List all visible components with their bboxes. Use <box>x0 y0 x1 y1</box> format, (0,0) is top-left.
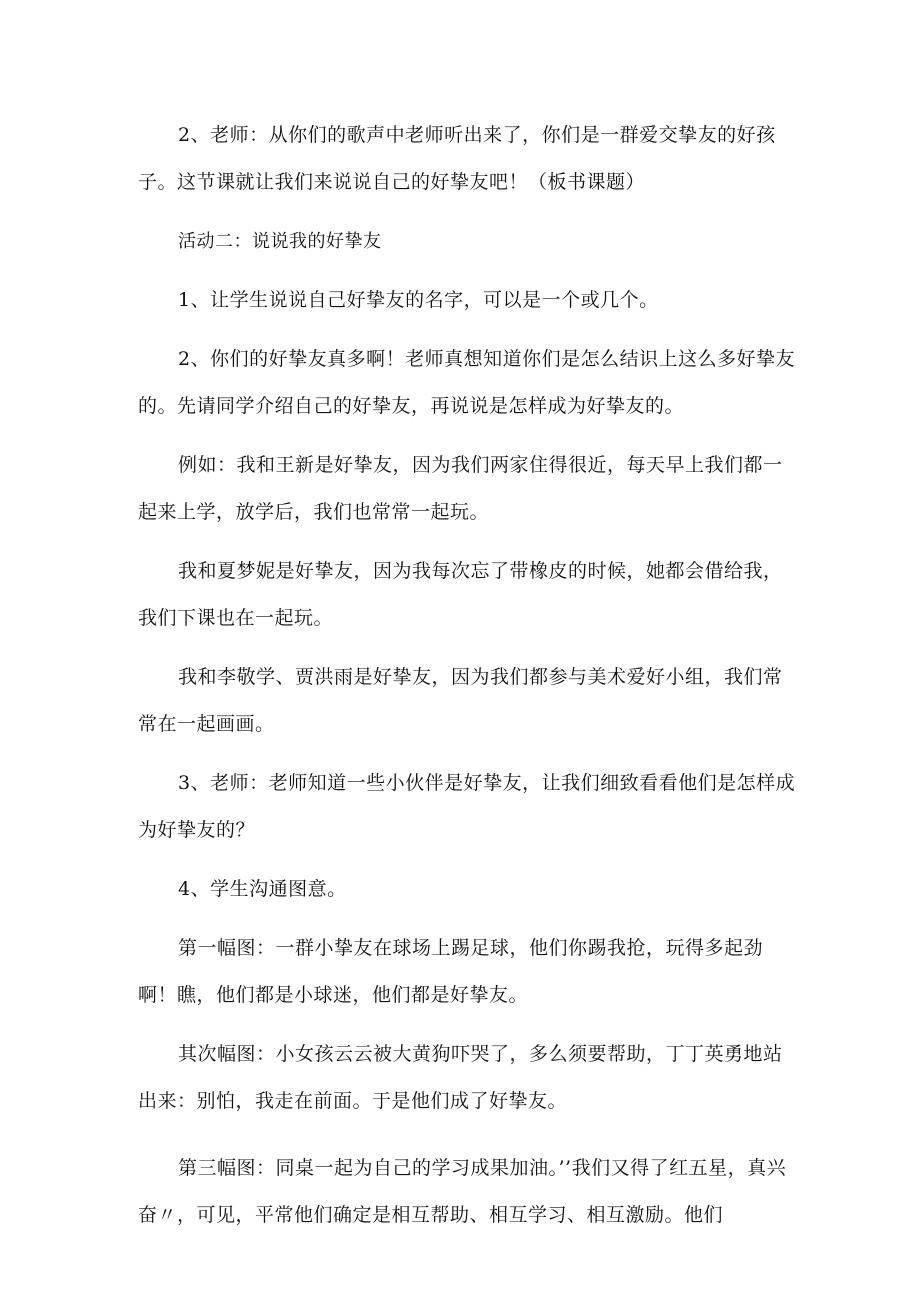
document-body <box>138 112 798 1251</box>
paragraph-example-3: 我和李敬学、贾洪雨是好挚友，因为我们都参与美术爱好小组，我们常常在一起画画。 <box>138 666 783 735</box>
paragraph-teacher-intro: 2、老师：从你们的歌声中老师听出来了，你们是一群爱交挚友的好孩子。这节课就让我们来说说自己的好挚友吧！（板书课题） <box>138 124 776 193</box>
paragraph-picture-3: 第三幅图：同桌一起为自己的学习成果加油。’’我们又得了红五星，真兴奋〃，可见，平常他们确定是相互帮助、相互学习、相互激励。他们 <box>138 1157 787 1226</box>
paragraph-example-2: 我和夏梦妮是好挚友，因为我每次忘了带橡皮的时候，她都会借给我，我们下课也在一起玩。 <box>138 560 783 629</box>
paragraph-example-1: 例如：我和王新是好挚友，因为我们两家住得很近，每天早上我们都一起来上学，放学后，我们也常常一起玩。 <box>138 454 783 523</box>
activity-two-heading: 活动二：说说我的好挚友 <box>178 231 382 252</box>
paragraph-step-2: 2、你们的好挚友真多啊！老师真想知道你们是怎么结识上这么多好挚友的。先请同学介绍自己的好挚友，再说说是怎样成为好挚友的。 <box>138 348 796 417</box>
paragraph-picture-1: 第一幅图：一群小挚友在球场上踢足球，他们你踢我抢，玩得多起劲啊！瞧，他们都是小球迷，他们都是好挚友。 <box>138 937 764 1006</box>
paragraph-step-3: 3、老师：老师知道一些小伙伴是好挚友，让我们细致看看他们是怎样成为好挚友的？ <box>138 772 796 841</box>
paragraph-step-4: 4、学生沟通图意。 <box>178 878 347 900</box>
paragraph-step-1: 1、让学生说说自己好挚友的名字，可以是一个或几个。 <box>178 289 659 311</box>
paragraph-picture-2: 其次幅图：小女孩云云被大黄狗吓哭了，多么须要帮助，丁丁英勇地站出来：别怕，我走在前面。于是他们成了好挚友。 <box>138 1043 783 1112</box>
